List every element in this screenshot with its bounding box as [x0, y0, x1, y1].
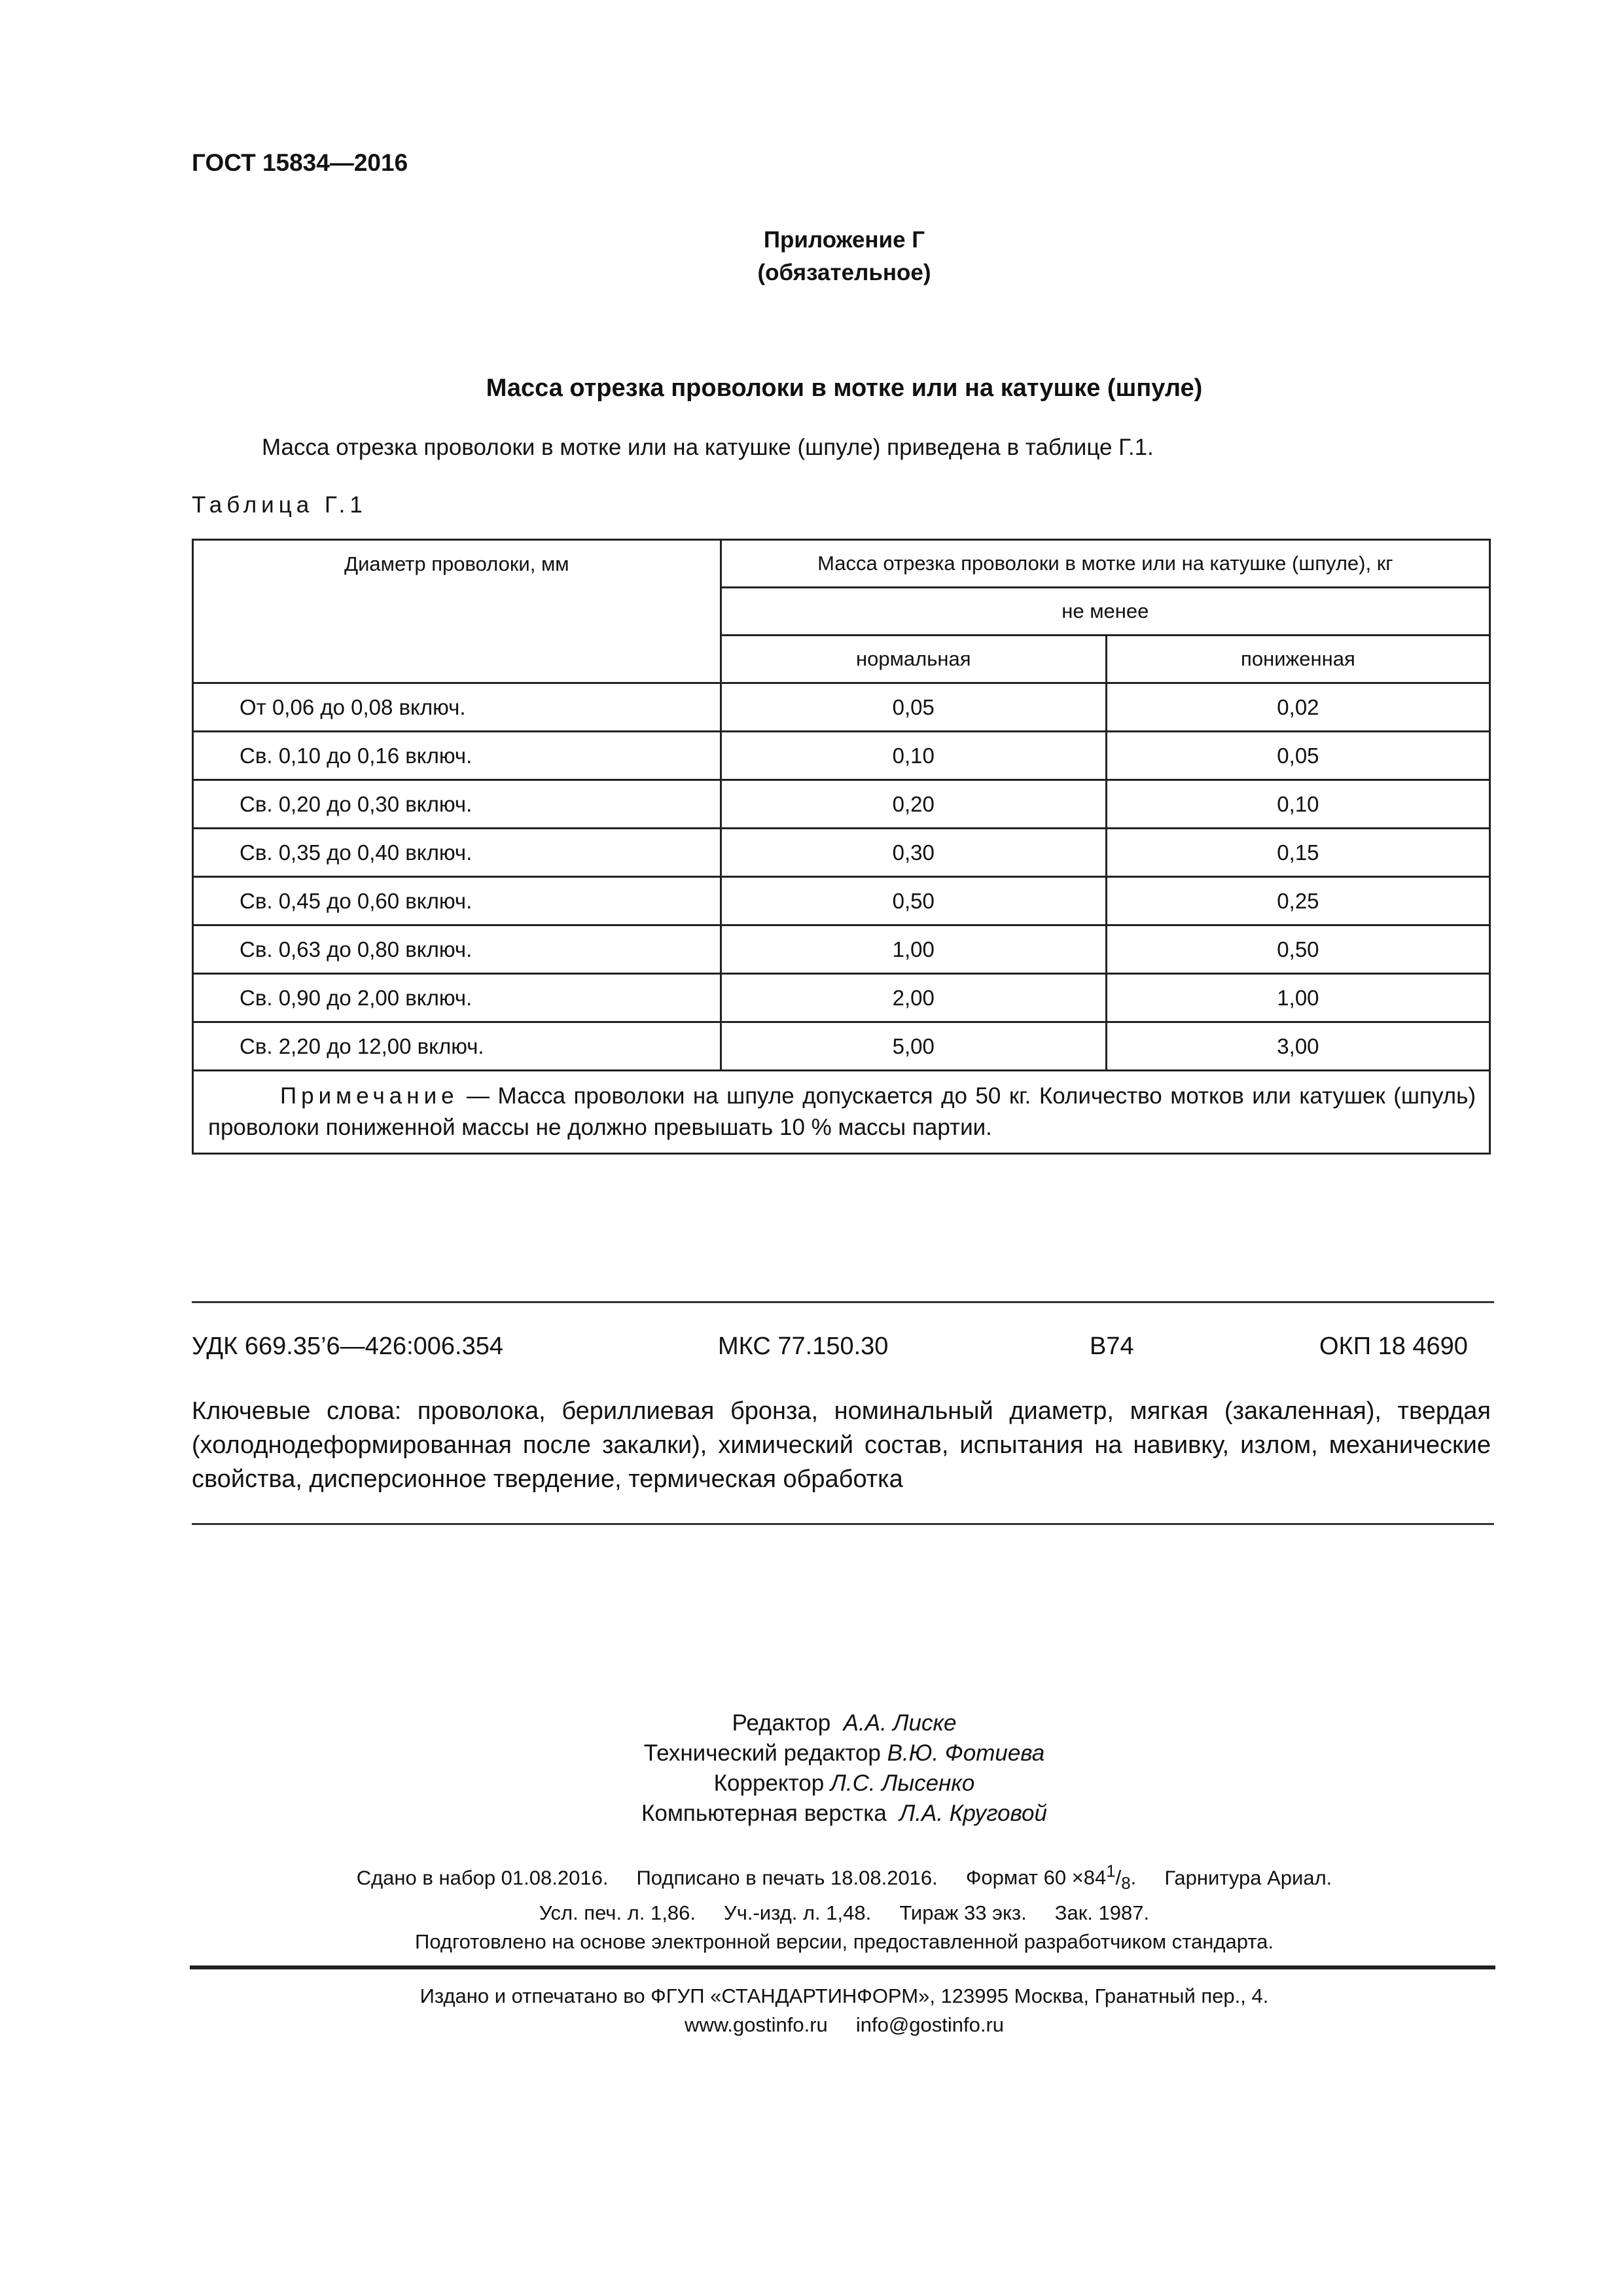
cell-diameter: Св. 0,10 до 0,16 включ.: [193, 732, 721, 780]
cell-normal: 2,00: [721, 974, 1106, 1022]
divider-bottom: [192, 1523, 1494, 1525]
print-run: Тираж 33 экз.: [899, 1901, 1027, 1924]
cell-diameter: Св. 0,90 до 2,00 включ.: [193, 974, 721, 1022]
credit-person: Л.С. Лысенко: [830, 1770, 975, 1796]
note-label: Примечание: [280, 1083, 459, 1109]
cell-diameter: От 0,06 до 0,08 включ.: [193, 683, 721, 732]
print-order: Зак. 1987.: [1054, 1901, 1150, 1924]
cell-diameter: Св. 0,63 до 0,80 включ.: [193, 925, 721, 974]
appendix-name: Приложение Г: [763, 227, 925, 253]
appendix-heading: [0, 224, 1623, 289]
cell-reduced: 0,02: [1106, 683, 1489, 732]
cell-reduced: 1,00: [1106, 974, 1489, 1022]
cell-normal: 0,30: [721, 829, 1106, 877]
credit-person: В.Ю. Фотиева: [887, 1740, 1045, 1766]
table-row: [193, 780, 1490, 829]
table-row: [193, 974, 1490, 1022]
cell-reduced: 0,05: [1106, 732, 1489, 780]
cell-normal: 0,50: [721, 877, 1106, 925]
credit-role: Технический редактор: [643, 1740, 881, 1766]
divider-thick: [190, 1965, 1495, 1969]
credit-editor: [0, 1708, 1623, 1738]
credit-layout: [0, 1799, 1623, 1829]
print-line-2: [0, 1899, 1623, 1928]
okp-code: ОКП 18 4690: [1319, 1333, 1468, 1360]
publisher-contacts: [0, 2011, 1623, 2039]
cell-reduced: 3,00: [1106, 1022, 1489, 1071]
intro-paragraph: Масса отрезка проволоки в мотке или на катушке (шпуле) приведена в таблице Г.1.: [262, 435, 1154, 460]
print-sheets: Усл. печ. л. 1,86.: [539, 1901, 696, 1924]
credit-person: Л.А. Круговой: [899, 1801, 1047, 1826]
table-row: [193, 683, 1490, 732]
print-font: Гарнитура Ариал.: [1164, 1866, 1332, 1890]
header-normal: нормальная: [721, 636, 1106, 683]
credit-role: Компьютерная верстка: [641, 1801, 887, 1826]
credit-role: Корректор: [713, 1770, 825, 1796]
table-label: Таблица Г.1: [192, 492, 367, 518]
mass-table: [192, 539, 1491, 1155]
credit-tech-editor: [0, 1738, 1623, 1768]
section-title: Масса отрезка проволоки в мотке или на катушке (шпуле): [486, 374, 1203, 402]
table-row: [193, 925, 1490, 974]
credit-person: А.А. Лиске: [843, 1710, 957, 1736]
credits: [0, 1708, 1623, 1829]
print-prepared: Подготовлено на основе электронной версии, предоставленной разработчиком стандарта.: [415, 1929, 1274, 1953]
cell-normal: 1,00: [721, 925, 1106, 974]
header-diameter: Диаметр проволоки, мм: [193, 540, 721, 683]
cell-normal: 0,05: [721, 683, 1106, 732]
cell-normal: 5,00: [721, 1022, 1106, 1071]
document-header: ГОСТ 15834—2016: [192, 149, 408, 176]
print-info: [0, 1857, 1623, 1956]
print-signed: Подписано в печать 18.08.2016.: [636, 1866, 938, 1890]
table-row: [193, 877, 1490, 925]
cell-diameter: Св. 0,20 до 0,30 включ.: [193, 780, 721, 829]
cell-reduced: 0,15: [1106, 829, 1489, 877]
mks-code: МКС 77.150.30: [718, 1333, 889, 1360]
credit-corrector: [0, 1768, 1623, 1799]
credit-role: Редактор: [732, 1710, 831, 1736]
print-format: Формат $60 \times 84^1/_8$.: [965, 1863, 1137, 1893]
publisher-site[interactable]: www.gostinfo.ru: [684, 2013, 828, 2036]
appendix-status: (обязательное): [757, 260, 931, 285]
cell-reduced: 0,50: [1106, 925, 1489, 974]
print-line-1: [0, 1857, 1623, 1899]
table-row: [193, 732, 1490, 780]
header-min: не менее: [721, 588, 1489, 636]
keywords: Ключевые слова: проволока, бериллиевая бронза, номинальный диаметр, мягкая (закаленная), твердая (холоднодеформированная после закалки), химический состав, испытания на навивку, излом, механические свойства, дисперсионное твердение, термическая обработка: [192, 1397, 1491, 1493]
table-row: [193, 829, 1490, 877]
cell-normal: 0,10: [721, 732, 1106, 780]
publisher-email[interactable]: info@gostinfo.ru: [855, 2013, 1005, 2036]
publisher-info: [0, 1982, 1623, 2039]
print-pub-sheets: Уч.-изд. л. 1,48.: [724, 1901, 872, 1924]
print-set: Сдано в набор 01.08.2016.: [356, 1866, 609, 1890]
note-text: — Масса проволоки на шпуле допускается до 50 кг. Количество мотков или катушек (шпуль) проволоки пониженной массы не должно превышать 10 % массы партии.: [208, 1083, 1476, 1140]
cell-diameter: Св. 0,45 до 0,60 включ.: [193, 877, 721, 925]
header-mass: Масса отрезка проволоки в мотке или на катушке (шпуле), кг: [721, 540, 1489, 588]
cell-reduced: 0,10: [1106, 780, 1489, 829]
table-note: [193, 1071, 1490, 1154]
cell-normal: 0,20: [721, 780, 1106, 829]
cell-reduced: 0,25: [1106, 877, 1489, 925]
cell-diameter: Св. 0,35 до 0,40 включ.: [193, 829, 721, 877]
cell-diameter: Св. 2,20 до 12,00 включ.: [193, 1022, 721, 1071]
table-row: [193, 1022, 1490, 1071]
group-code: В74: [1090, 1333, 1134, 1360]
header-reduced: пониженная: [1106, 636, 1489, 683]
publisher-line: Издано и отпечатано во ФГУП «СТАНДАРТИНФОРМ», 123995 Москва, Гранатный пер., 4.: [419, 1984, 1269, 2007]
udk-code: УДК 669.35’6—426:006.354: [192, 1333, 503, 1360]
divider-top: [192, 1301, 1494, 1303]
